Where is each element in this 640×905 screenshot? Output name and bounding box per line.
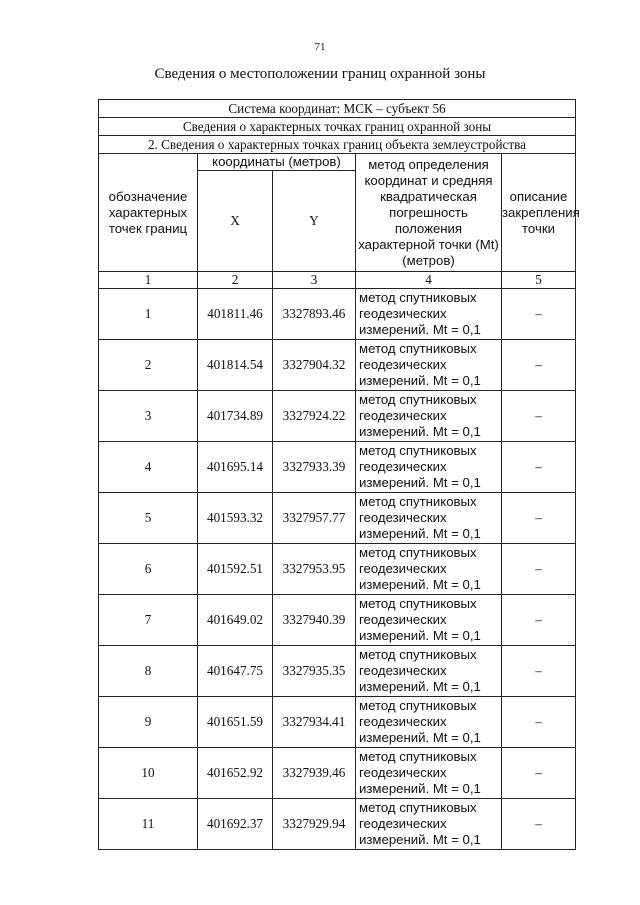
point-id-cell: 2 <box>99 340 198 391</box>
y-coordinate-cell: 3327933.39 <box>273 442 356 493</box>
method-cell <box>356 748 502 799</box>
method-cell <box>356 595 502 646</box>
point-id-cell: 10 <box>99 748 198 799</box>
method-line: измерений. Mt = 0,1 <box>359 424 481 439</box>
x-coordinate-cell: 401692.37 <box>198 799 273 850</box>
boundary-points-table <box>98 99 580 850</box>
column-numbers-row <box>99 272 576 289</box>
header-y: Y <box>273 171 356 272</box>
description-cell: – <box>502 391 576 442</box>
description-cell: – <box>502 289 576 340</box>
method-cell <box>356 697 502 748</box>
header-method: метод определения координат и средняя квадратическая погрешность положения характерной точки (Mt) (метров) <box>356 154 502 272</box>
method-line: измерений. Mt = 0,1 <box>359 373 481 388</box>
method-line: метод спутниковых <box>359 545 477 560</box>
description-cell: – <box>502 442 576 493</box>
method-line: геодезических <box>359 663 447 678</box>
y-coordinate-cell: 3327904.32 <box>273 340 356 391</box>
method-line: измерений. Mt = 0,1 <box>359 832 481 847</box>
point-id-cell: 4 <box>99 442 198 493</box>
table-row <box>99 646 576 697</box>
method-cell <box>356 391 502 442</box>
description-cell: – <box>502 748 576 799</box>
y-coordinate-cell: 3327893.46 <box>273 289 356 340</box>
column-number: 2 <box>198 272 273 289</box>
method-line: метод спутниковых <box>359 290 477 305</box>
table-row <box>99 697 576 748</box>
table-row <box>99 544 576 595</box>
header-description: описание закрепления точки <box>502 154 576 272</box>
method-line: метод спутниковых <box>359 341 477 356</box>
x-coordinate-cell: 401695.14 <box>198 442 273 493</box>
method-cell <box>356 799 502 850</box>
y-coordinate-cell: 3327934.41 <box>273 697 356 748</box>
method-cell <box>356 340 502 391</box>
method-cell <box>356 544 502 595</box>
x-coordinate-cell: 401734.89 <box>198 391 273 442</box>
point-id-cell: 8 <box>99 646 198 697</box>
header-designation: обозначение характерных точек границ <box>99 154 198 272</box>
description-cell: – <box>502 697 576 748</box>
coordinate-system: Система координат: МСК – субъект 56 <box>99 100 576 118</box>
description-cell: – <box>502 799 576 850</box>
x-coordinate-cell: 401593.32 <box>198 493 273 544</box>
table-row <box>99 799 576 850</box>
description-cell: – <box>502 493 576 544</box>
column-number: 4 <box>356 272 502 289</box>
table-row <box>99 493 576 544</box>
x-coordinate-cell: 401647.75 <box>198 646 273 697</box>
method-line: метод спутниковых <box>359 647 477 662</box>
method-line: геодезических <box>359 765 447 780</box>
table-row <box>99 442 576 493</box>
table-row <box>99 748 576 799</box>
x-coordinate-cell: 401592.51 <box>198 544 273 595</box>
description-cell: – <box>502 544 576 595</box>
column-number: 3 <box>273 272 356 289</box>
subsection-title-row <box>99 136 576 154</box>
table-row <box>99 289 576 340</box>
y-coordinate-cell: 3327935.35 <box>273 646 356 697</box>
method-line: метод спутниковых <box>359 749 477 764</box>
method-line: измерений. Mt = 0,1 <box>359 628 481 643</box>
point-id-cell: 7 <box>99 595 198 646</box>
method-cell <box>356 493 502 544</box>
coordinate-system-row <box>99 100 576 118</box>
method-cell <box>356 646 502 697</box>
y-coordinate-cell: 3327953.95 <box>273 544 356 595</box>
method-line: метод спутниковых <box>359 494 477 509</box>
method-cell <box>356 289 502 340</box>
method-line: геодезических <box>359 714 447 729</box>
point-id-cell: 5 <box>99 493 198 544</box>
document-title: Сведения о местоположении границ охранной зоны <box>154 66 486 82</box>
method-line: геодезических <box>359 306 447 321</box>
method-line: геодезических <box>359 408 447 423</box>
header-row <box>99 154 576 171</box>
method-line: измерений. Mt = 0,1 <box>359 577 481 592</box>
table-row <box>99 595 576 646</box>
method-line: геодезических <box>359 357 447 372</box>
x-coordinate-cell: 401652.92 <box>198 748 273 799</box>
table-row <box>99 391 576 442</box>
method-line: метод спутниковых <box>359 392 477 407</box>
table-row <box>99 340 576 391</box>
column-number: 1 <box>99 272 198 289</box>
description-cell: – <box>502 340 576 391</box>
x-coordinate-cell: 401649.02 <box>198 595 273 646</box>
y-coordinate-cell: 3327957.77 <box>273 493 356 544</box>
point-id-cell: 11 <box>99 799 198 850</box>
method-line: геодезических <box>359 612 447 627</box>
method-line: геодезических <box>359 561 447 576</box>
method-line: метод спутниковых <box>359 800 477 815</box>
section-title: Сведения о характерных точках границ охранной зоны <box>99 118 576 136</box>
method-line: метод спутниковых <box>359 443 477 458</box>
page-number: 71 <box>314 41 326 53</box>
point-id-cell: 6 <box>99 544 198 595</box>
point-id-cell: 9 <box>99 697 198 748</box>
x-coordinate-cell: 401814.54 <box>198 340 273 391</box>
section-title-row <box>99 118 576 136</box>
column-number: 5 <box>502 272 576 289</box>
header-coordinates: координаты (метров) <box>198 154 356 171</box>
y-coordinate-cell: 3327924.22 <box>273 391 356 442</box>
method-line: измерений. Mt = 0,1 <box>359 322 481 337</box>
subsection-title: 2. Сведения о характерных точках границ объекта землеустройства <box>99 136 576 154</box>
method-line: измерений. Mt = 0,1 <box>359 781 481 796</box>
y-coordinate-cell: 3327939.46 <box>273 748 356 799</box>
x-coordinate-cell: 401651.59 <box>198 697 273 748</box>
method-line: измерений. Mt = 0,1 <box>359 475 481 490</box>
method-line: геодезических <box>359 816 447 831</box>
point-id-cell: 1 <box>99 289 198 340</box>
method-line: геодезических <box>359 510 447 525</box>
description-cell: – <box>502 595 576 646</box>
y-coordinate-cell: 3327929.94 <box>273 799 356 850</box>
method-line: измерений. Mt = 0,1 <box>359 730 481 745</box>
method-line: измерений. Mt = 0,1 <box>359 679 481 694</box>
description-cell: – <box>502 646 576 697</box>
method-cell <box>356 442 502 493</box>
method-line: метод спутниковых <box>359 698 477 713</box>
method-line: измерений. Mt = 0,1 <box>359 526 481 541</box>
header-x: X <box>198 171 273 272</box>
point-id-cell: 3 <box>99 391 198 442</box>
method-line: геодезических <box>359 459 447 474</box>
x-coordinate-cell: 401811.46 <box>198 289 273 340</box>
method-line: метод спутниковых <box>359 596 477 611</box>
y-coordinate-cell: 3327940.39 <box>273 595 356 646</box>
